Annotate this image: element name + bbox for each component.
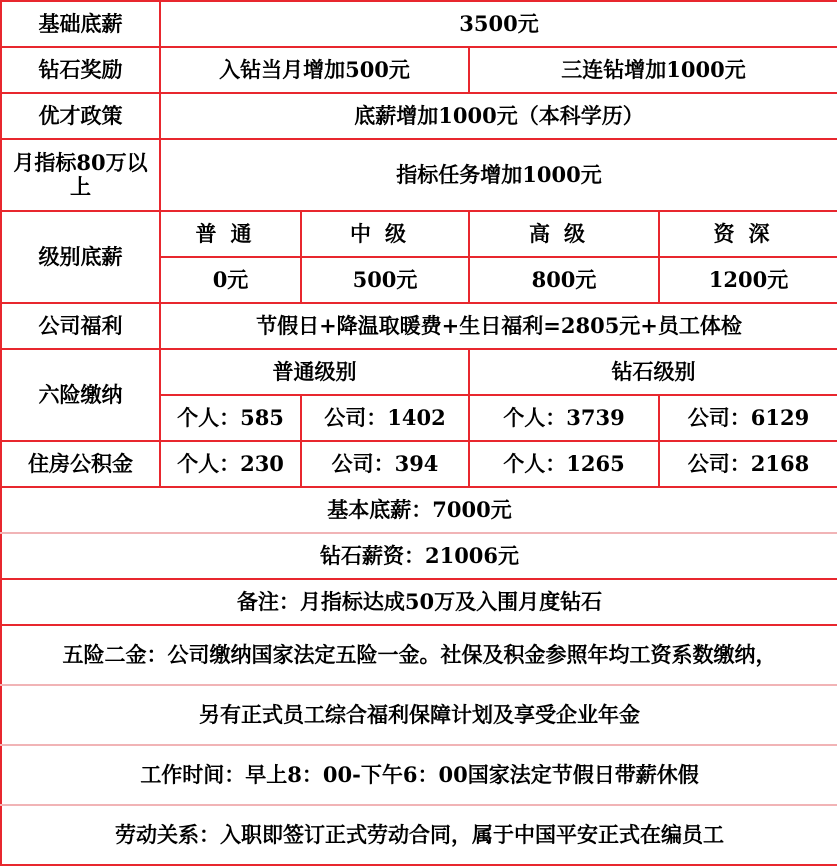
row-monthly-target bbox=[1, 139, 837, 211]
insurance-normal-company: 公司：1402 bbox=[301, 395, 469, 441]
row-remark bbox=[1, 579, 837, 625]
housing-diamond-personal: 个人：1265 bbox=[469, 441, 659, 487]
base-salary-label: 基础底薪 bbox=[1, 1, 160, 47]
row-diamond-bonus bbox=[1, 47, 837, 93]
diamond-bonus-label: 钻石奖励 bbox=[1, 47, 160, 93]
level-name-normal: 普通 bbox=[160, 211, 301, 257]
housing-diamond-company: 公司：2168 bbox=[659, 441, 837, 487]
level-amount-middle: 500元 bbox=[301, 257, 469, 303]
insurance-normal-personal: 个人：585 bbox=[160, 395, 301, 441]
row-housing-fund bbox=[1, 441, 837, 487]
talent-policy-value: 底薪增加1000元（本科学历） bbox=[160, 93, 837, 139]
housing-fund-label: 住房公积金 bbox=[1, 441, 160, 487]
monthly-target-label: 月指标80万以上 bbox=[1, 139, 160, 211]
row-basic-salary-total bbox=[1, 487, 837, 533]
row-extra-benefits bbox=[1, 685, 837, 745]
base-salary-value: 3500元 bbox=[160, 1, 837, 47]
insurance-normal-header: 普通级别 bbox=[160, 349, 469, 395]
row-diamond-salary-total bbox=[1, 533, 837, 579]
level-name-expert: 资深 bbox=[659, 211, 837, 257]
monthly-target-value: 指标任务增加1000元 bbox=[160, 139, 837, 211]
level-name-senior: 高级 bbox=[469, 211, 659, 257]
labor-relation-text: 劳动关系：入职即签订正式劳动合同，属于中国平安正式在编员工 bbox=[1, 805, 837, 865]
level-amount-normal: 0元 bbox=[160, 257, 301, 303]
row-insurance-headers bbox=[1, 349, 837, 395]
insurance-diamond-header: 钻石级别 bbox=[469, 349, 837, 395]
level-amount-senior: 800元 bbox=[469, 257, 659, 303]
insurance-diamond-personal: 个人：3739 bbox=[469, 395, 659, 441]
housing-normal-company: 公司：394 bbox=[301, 441, 469, 487]
row-five-insurance bbox=[1, 625, 837, 685]
welfare-label: 公司福利 bbox=[1, 303, 160, 349]
row-labor-relation bbox=[1, 805, 837, 865]
remark: 备注：月指标达成50万及入围月度钻石 bbox=[1, 579, 837, 625]
talent-policy-label: 优才政策 bbox=[1, 93, 160, 139]
five-insurance-text: 五险二金：公司缴纳国家法定五险一金。社保及积金参照年均工资系数缴纳， bbox=[1, 625, 837, 685]
insurance-label: 六险缴纳 bbox=[1, 349, 160, 441]
basic-salary-total: 基本底薪：7000元 bbox=[1, 487, 837, 533]
row-talent-policy bbox=[1, 93, 837, 139]
housing-normal-personal: 个人：230 bbox=[160, 441, 301, 487]
row-work-time bbox=[1, 745, 837, 805]
welfare-value: 节假日+降温取暖费+生日福利=2805元+员工体检 bbox=[160, 303, 837, 349]
diamond-bonus-first: 入钻当月增加500元 bbox=[160, 47, 469, 93]
row-base-salary bbox=[1, 1, 837, 47]
row-level-names bbox=[1, 211, 837, 257]
insurance-diamond-company: 公司：6129 bbox=[659, 395, 837, 441]
level-amount-expert: 1200元 bbox=[659, 257, 837, 303]
diamond-salary-total: 钻石薪资：21006元 bbox=[1, 533, 837, 579]
extra-benefits-text: 另有正式员工综合福利保障计划及享受企业年金 bbox=[1, 685, 837, 745]
work-time-text: 工作时间：早上8：00-下午6：00国家法定节假日带薪休假 bbox=[1, 745, 837, 805]
diamond-bonus-triple: 三连钻增加1000元 bbox=[469, 47, 837, 93]
level-name-middle: 中级 bbox=[301, 211, 469, 257]
row-welfare bbox=[1, 303, 837, 349]
level-salary-label: 级别底薪 bbox=[1, 211, 160, 303]
